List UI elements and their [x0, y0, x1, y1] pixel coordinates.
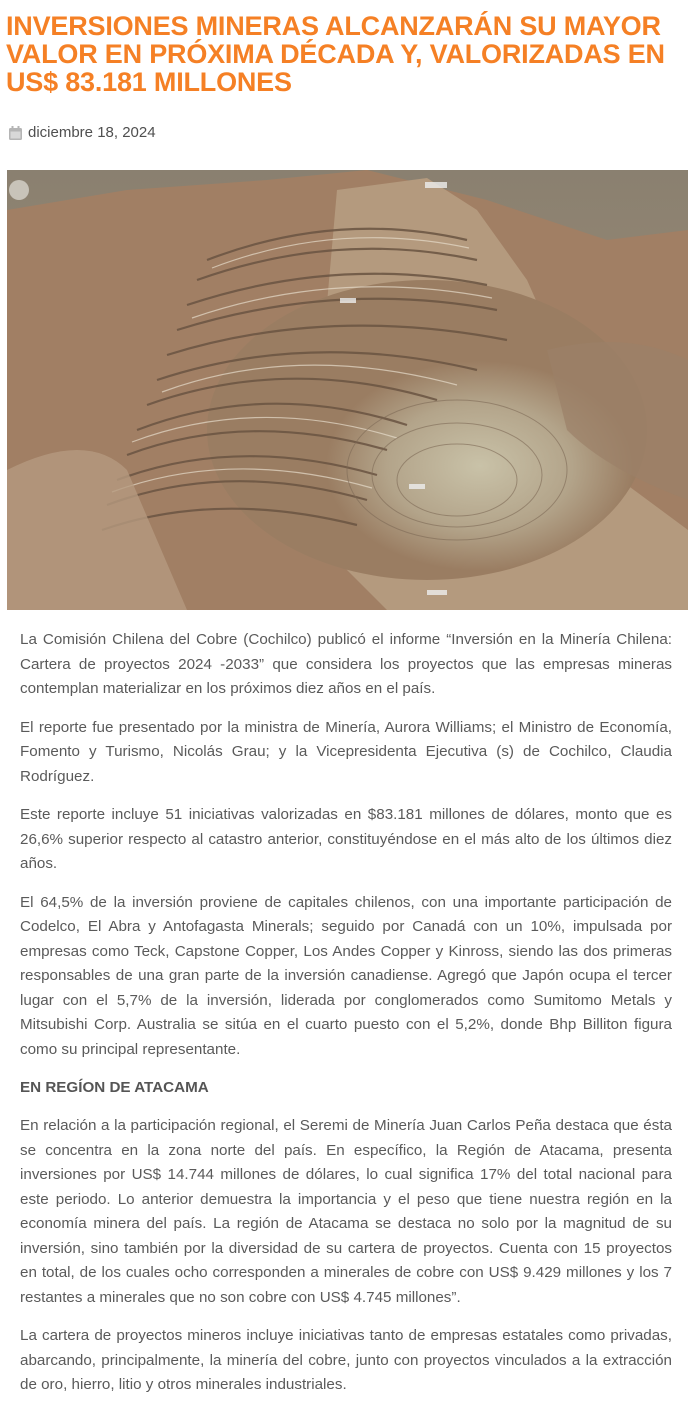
- calendar-icon: [9, 126, 22, 140]
- open-pit-mine-photo: [7, 170, 688, 610]
- article-paragraph: La Comisión Chilena del Cobre (Cochilco) publicó el informe “Inversión en la Minería Chilena: Cartera de proyectos 2024 -2033” que considera los proyectos que las empresas mineras contemplan materializar en los próximos diez años en el país.: [20, 631, 672, 697]
- article-paragraph: La cartera de proyectos mineros incluye iniciativas tanto de empresas estatales como privadas, abarcando, principalmente, la minería del cobre, junto con proyectos vinculados a la extracción de oro, hierro, litio y otros minerales industriales.: [20, 1327, 672, 1393]
- article-title: INVERSIONES MINERAS ALCANZARÁN SU MAYOR VALOR EN PRÓXIMA DÉCADA Y, VALORIZADAS EN US$ 83.181 MILLONES: [6, 11, 665, 97]
- article-paragraph: El 64,5% de la inversión proviene de capitales chilenos, con una importante participación de Codelco, El Abra y Antofagasta Minerals; seguido por Canadá con un 10%, impulsada por empresas como Teck, Capstone Copper, Los Andes Copper y Kinross, siendo las dos primeras responsables de una gran parte de la inversión canadiense. Agregó que Japón ocupa el tercer lugar con el 5,7% de la inversión, liderada por conglomerados como Sumitomo Metals y Mitsubishi Corp. Australia se sitúa en el cuarto puesto con el 5,2%, donde Bhp Billiton figura como su principal representante.: [20, 893, 672, 1058]
- article-body: [20, 628, 672, 1412]
- post-meta: [9, 124, 156, 141]
- section-subheading: EN REGÍON DE ATACAMA: [20, 1079, 209, 1096]
- post-date: diciembre 18, 2024: [28, 124, 156, 141]
- article-paragraph: Este reporte incluye 51 iniciativas valorizadas en $83.181 millones de dólares, monto que es 26,6% superior respecto al catastro anterior, constituyéndose en el más alto de los últimos diez años.: [20, 806, 672, 872]
- article-paragraph: El reporte fue presentado por la ministra de Minería, Aurora Williams; el Ministro de Economía, Fomento y Turismo, Nicolás Grau; y la Vicepresidenta Ejecutiva (s) de Cochilco, Claudia Rodríguez.: [20, 718, 672, 785]
- article-paragraph: En relación a la participación regional, el Seremi de Minería Juan Carlos Peña destaca que ésta se concentra en la zona norte del país. En específico, la Región de Atacama, presenta inversiones por US$ 14.744 millones de dólares, lo cual significa 17% del total nacional para este periodo. Lo anterior demuestra la importancia y el peso que tiene nuestra región en la economía minera del país. La región de Atacama se destaca no solo por la magnitud de su inversión, sino también por la diversidad de su cartera de proyectos. Cuenta con 15 proyectos en total, de los cuales ocho corresponden a minerales de cobre con US$ 9.429 millones y los 7 restantes a minerales que no son cobre con US$ 4.745 millones”.: [20, 1117, 672, 1306]
